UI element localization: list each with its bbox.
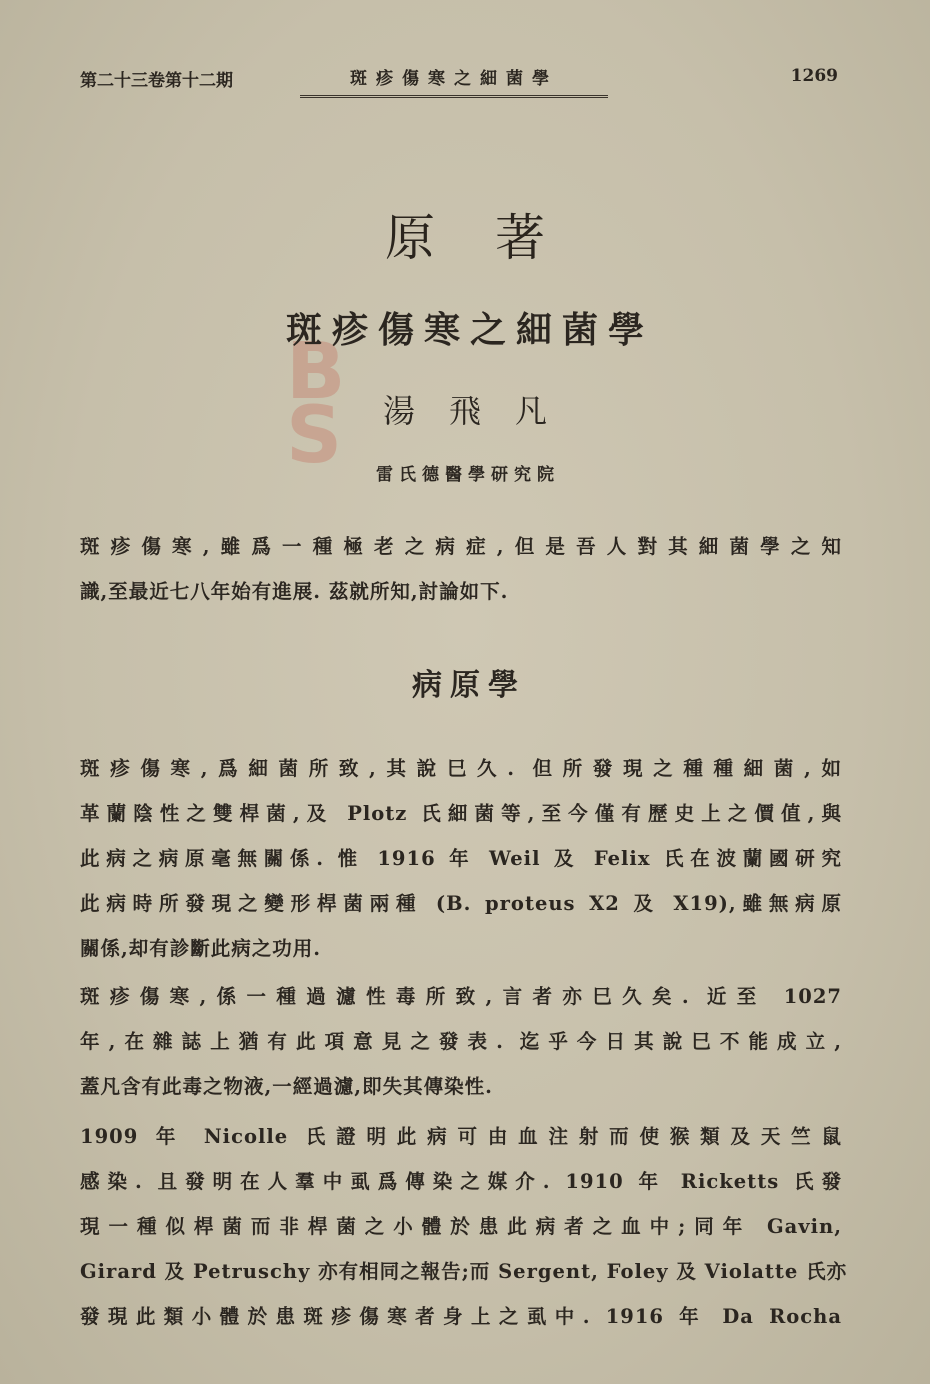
intro-paragraph — [80, 524, 842, 614]
text-line: Girard 及 Petruschy 亦有相同之報告;而 Sergent, Foley 及 Violatte 氏亦 — [80, 1260, 848, 1283]
text-line: 斑疹傷寒,爲細菌所致,其說巳久. 但所發現之種種細菌,如 — [80, 757, 842, 780]
body-paragraph — [80, 974, 842, 1109]
author-institution: 雷氏德醫學研究院 — [376, 465, 560, 485]
library-stamp-watermark: B S — [286, 327, 338, 481]
body-paragraph — [80, 1114, 848, 1339]
article-author: 湯飛凡 — [382, 392, 581, 430]
text-line: 此病時所發現之變形桿菌兩種 (B. proteus X2 及 X19),雖無病原 — [80, 892, 842, 915]
text-line: 發現此類小體於患斑疹傷寒者身上之虱中. 1916 年 Da Rocha — [80, 1305, 842, 1328]
journal-volume-issue: 第二十三卷第十二期 — [80, 71, 233, 91]
text-line: 蓋凡含有此毒之物液,一經過濾,即失其傳染性. — [80, 1075, 493, 1098]
text-line: 斑疹傷寒,係一種過濾性毒所致,言者亦巳久矣. 近至 1027 — [80, 985, 842, 1008]
text-line: 此病之病原毫無關係. 惟 1916 年 Weil 及 Felix 氏在波蘭國研究 — [80, 847, 842, 870]
running-header — [72, 62, 852, 96]
body-paragraph — [80, 746, 842, 971]
text-line: 年,在雜誌上猶有此項意見之發表. 迄乎今日其說巳不能成立, — [80, 1030, 842, 1053]
section-category-title: 原著 — [385, 209, 605, 267]
page-number: 1269 — [790, 66, 838, 86]
section-heading: 病原學 — [412, 668, 526, 703]
text-line: 斑疹傷寒,雖爲一種極老之病症,但是吾人對其細菌學之知 — [80, 535, 842, 558]
text-line: 關係,却有診斷此病之功用. — [80, 937, 322, 960]
text-line: 革蘭陰性之雙桿菌,及 Plotz 氏細菌等,至今僅有歷史上之價值,與 — [80, 802, 842, 825]
article-title: 斑疹傷寒之細菌學 — [285, 309, 654, 351]
text-line: 識,至最近七八年始有進展. 茲就所知,討論如下. — [80, 580, 509, 603]
text-line: 1909 年 Nicolle 氏證明此病可由血注射而使猴類及天竺鼠 — [80, 1125, 842, 1148]
text-line: 現一種似桿菌而非桿菌之小體於患此病者之血中;同年 Gavin, — [80, 1215, 842, 1238]
running-title: 斑疹傷寒之細菌學 — [300, 64, 608, 98]
text-line: 感染. 且發明在人羣中虱爲傳染之媒介. 1910 年 Ricketts 氏發 — [80, 1170, 842, 1193]
